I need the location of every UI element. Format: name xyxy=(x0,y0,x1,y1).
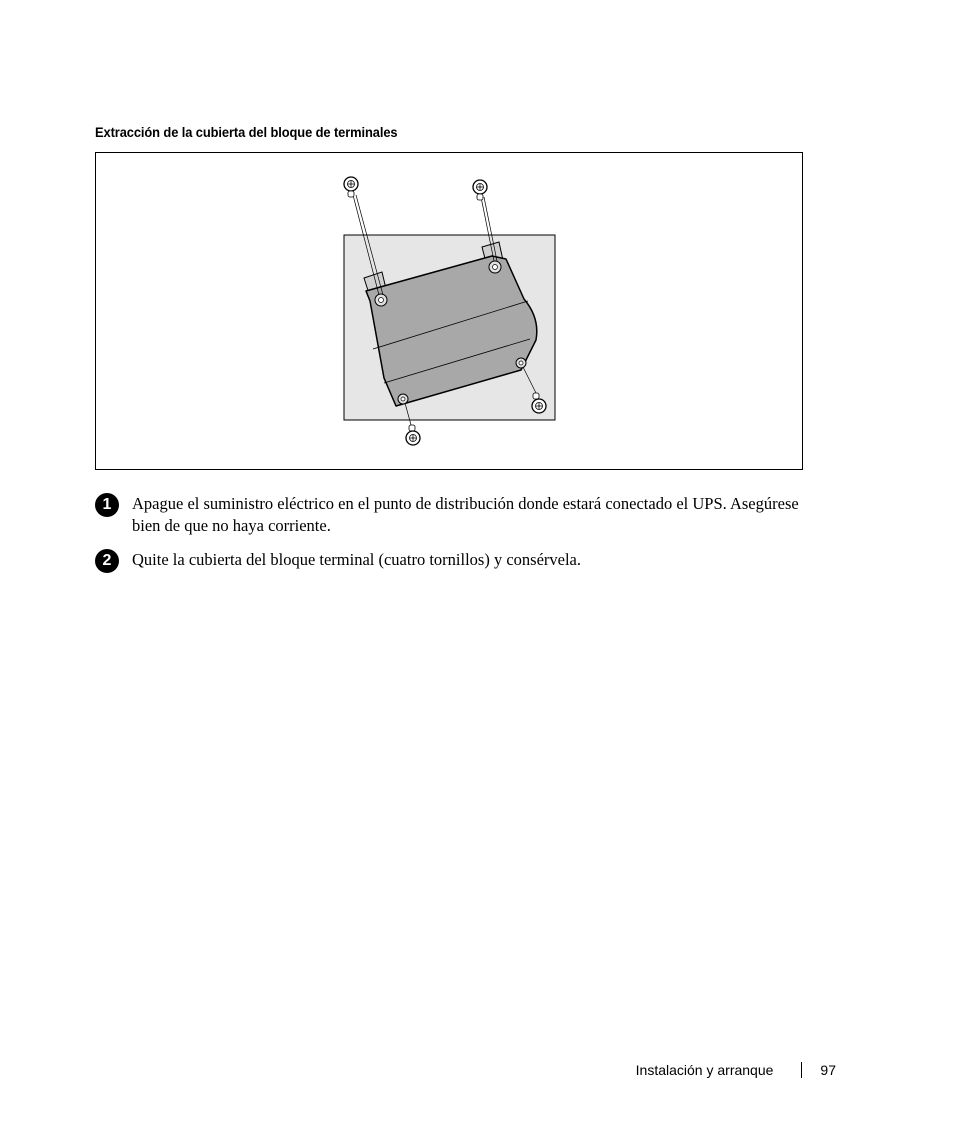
screw-bottom-left xyxy=(406,425,420,445)
footer-section-title: Instalación y arranque xyxy=(635,1062,774,1078)
step-text: Apague el suministro eléctrico en el punto de distribución donde estará conectado el UPS. Asegúrese bien de que no haya corriente. xyxy=(132,494,799,535)
screw-top-left xyxy=(344,177,358,197)
page-number: 97 xyxy=(820,1062,836,1078)
step-number-badge: 2 xyxy=(95,549,119,573)
step-2 xyxy=(95,549,815,575)
cover-hole-top-right xyxy=(489,261,501,273)
page-footer xyxy=(636,1062,836,1078)
cover-hole-bottom-right xyxy=(516,358,526,368)
cover-hole-top-left xyxy=(375,294,387,306)
terminal-cover-illustration xyxy=(96,153,802,469)
figure-title: Extracción de la cubierta del bloque de terminales xyxy=(95,124,398,140)
footer-divider xyxy=(801,1062,802,1078)
step-text: Quite la cubierta del bloque terminal (cuatro tornillos) y consérvela. xyxy=(132,550,582,569)
step-number-badge: 1 xyxy=(95,493,119,517)
screw-top-right xyxy=(473,180,487,200)
figure-frame xyxy=(95,152,803,470)
cover-hole-bottom-left xyxy=(398,394,408,404)
step-1 xyxy=(95,493,815,539)
